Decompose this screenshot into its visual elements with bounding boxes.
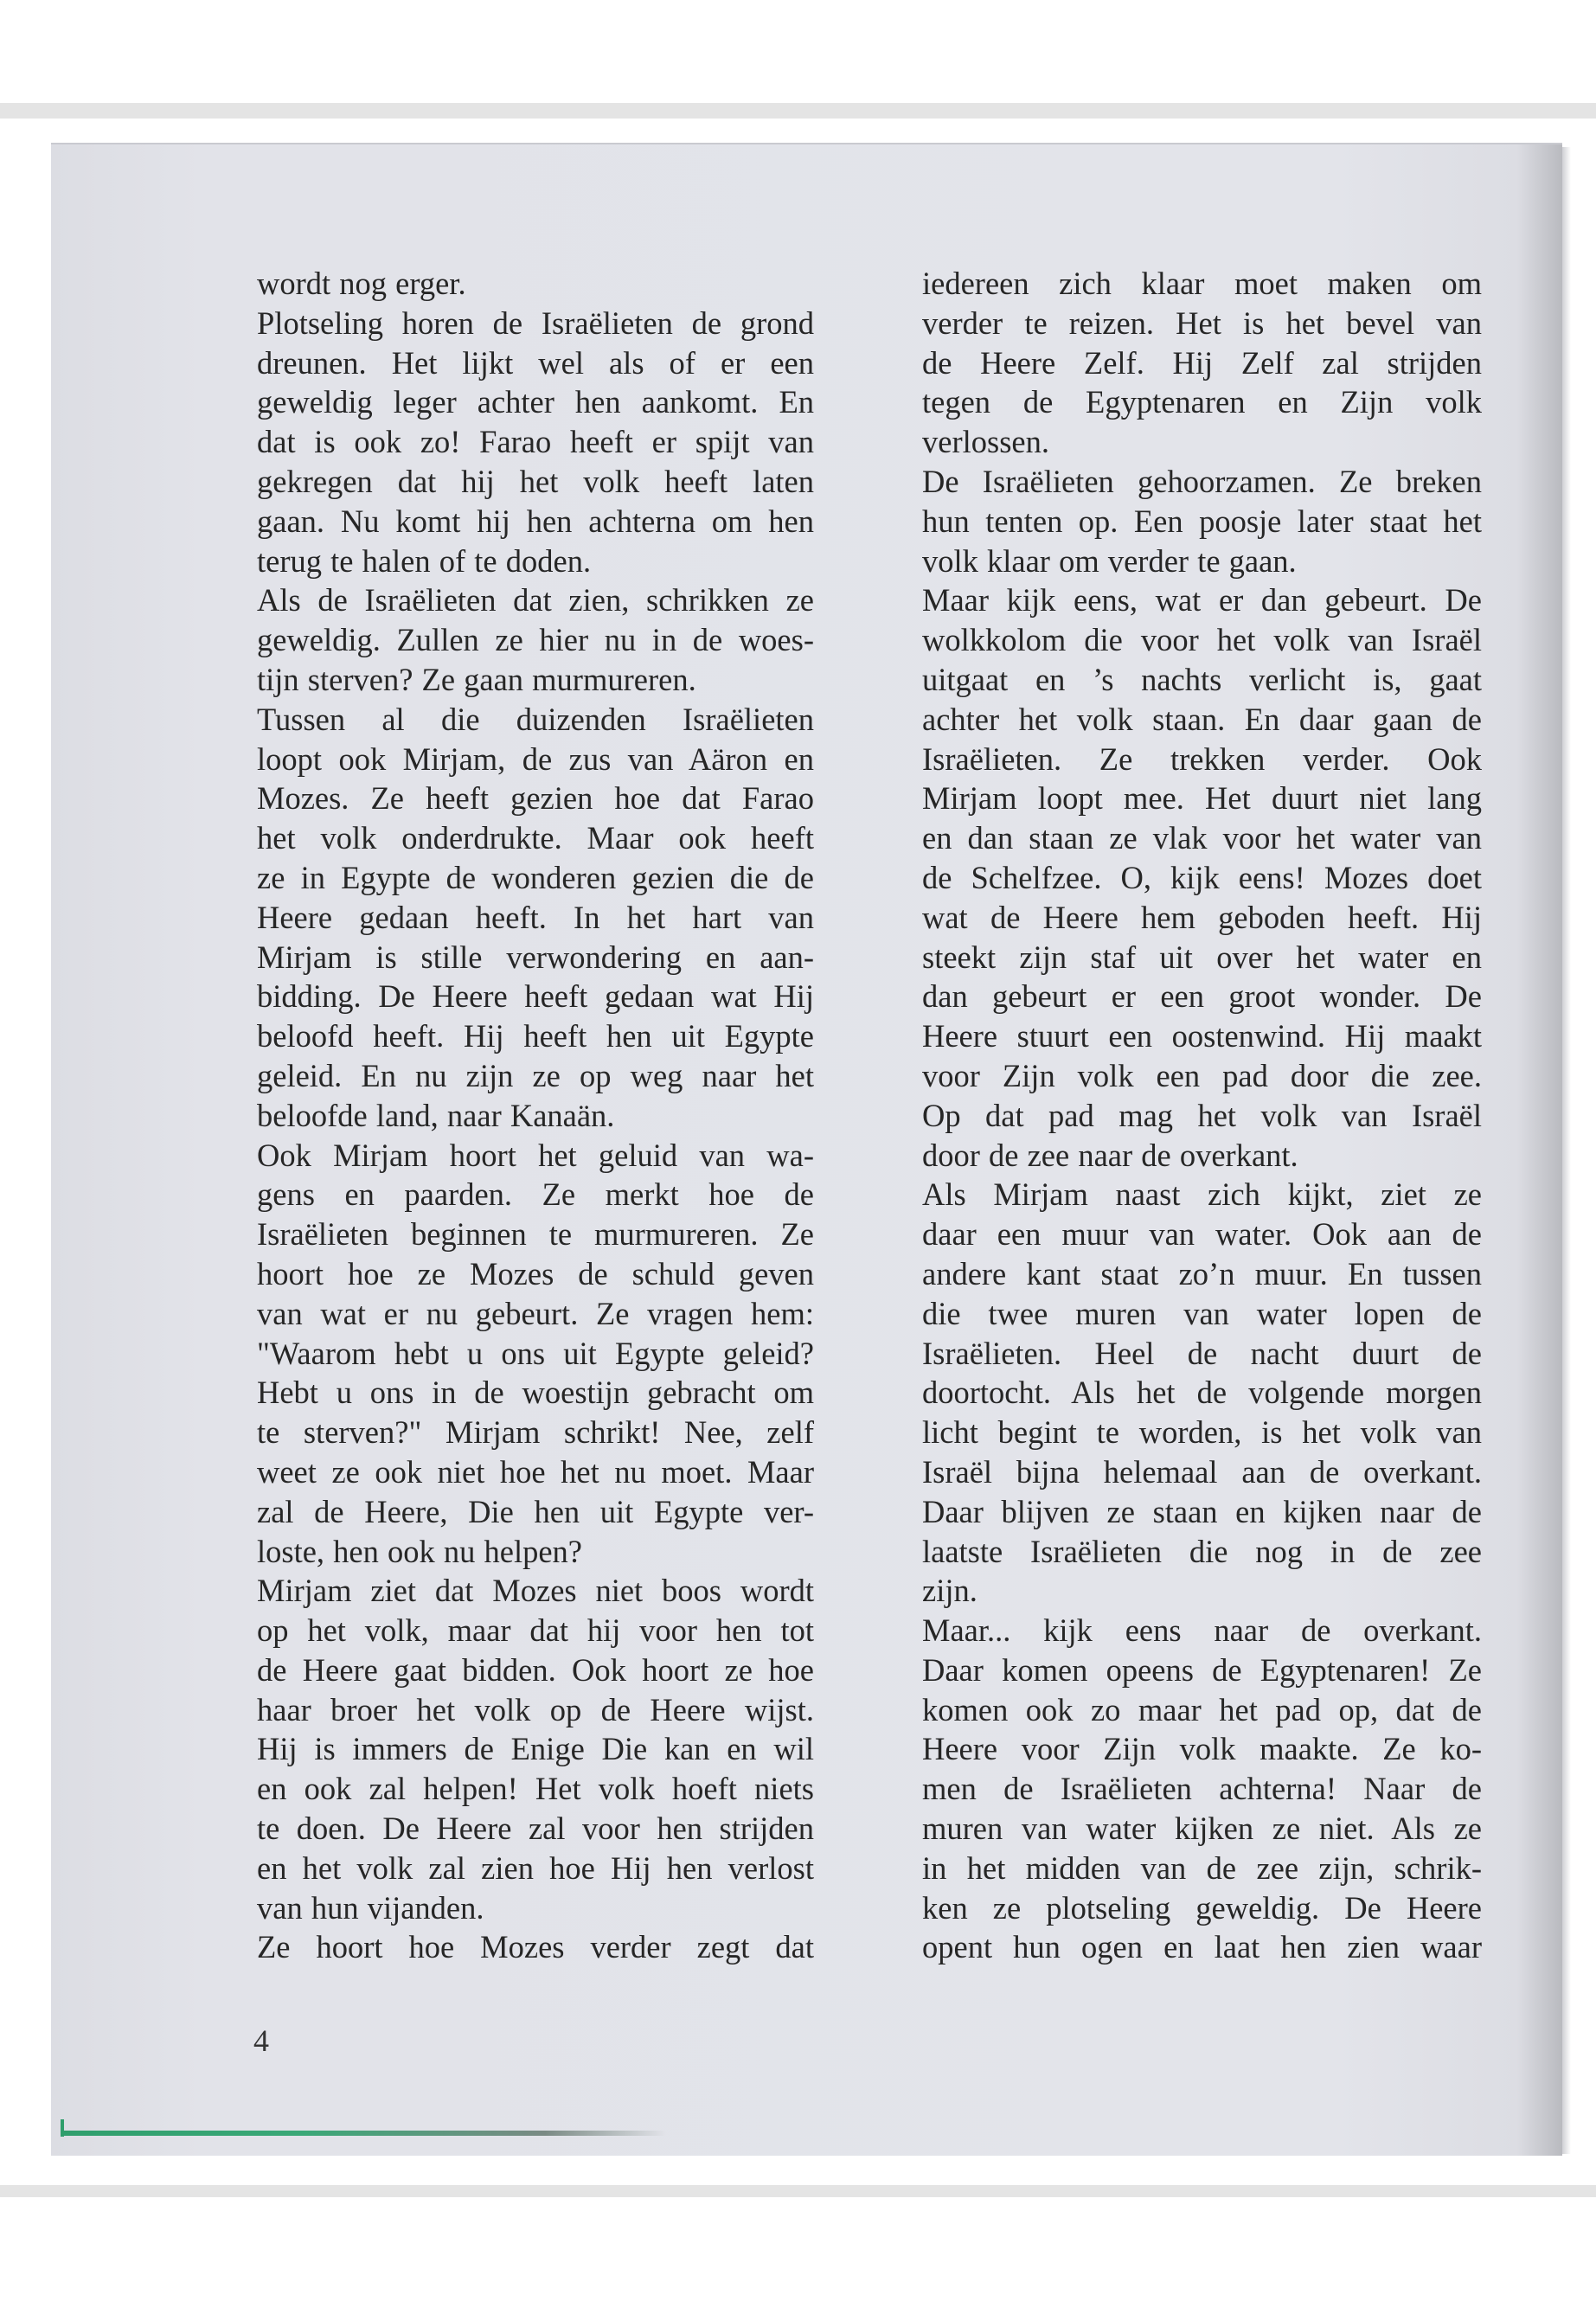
text-column-left [257,264,814,1967]
text-line: geweldig leger achter hen aankomt. En [257,384,814,420]
text-line: Op dat pad mag het volk van Israël [922,1097,1482,1133]
text-line: het volk onderdrukte. Maar ook heeft [257,820,814,856]
text-line: gekregen dat hij het volk heeft laten [257,463,814,499]
text-line: zijn. [922,1573,977,1609]
text-line: en dan staan ze vlak voor het water van [922,820,1482,856]
text-line: Tussen al die duizenden Israëlieten [257,701,814,737]
page-edge-shadow [1562,147,1571,2154]
text-line: loste, hen ook nu helpen? [257,1533,583,1569]
text-line: men de Israëlieten achterna! Naar de [922,1771,1482,1807]
text-line: Daar blijven ze staan en kijken naar de [922,1493,1482,1529]
text-line: te sterven?" Mirjam schrikt! Nee, zelf [257,1414,814,1451]
text-line: tijn sterven? Ze gaan murmureren. [257,661,696,697]
text-line: en het volk zal zien hoe Hij hen verlost [257,1849,814,1886]
text-line: haar broer het volk op de Heere wijst. [257,1691,814,1727]
text-line: geleid. En nu zijn ze op weg naar het [257,1057,814,1093]
text-line: dat is ook zo! Farao heeft er spijt van [257,424,814,460]
text-line: Daar komen opeens de Egyptenaren! Ze [922,1651,1482,1688]
text-line: in het midden van de zee zijn, schrik- [922,1849,1482,1886]
text-line: achter het volk staan. En daar gaan de [922,701,1482,737]
text-line: De Israëlieten gehoorzamen. Ze breken [922,463,1482,499]
text-line: doortocht. Als het de volgende morgen [922,1375,1482,1411]
text-line: op het volk, maar dat hij voor hen tot [257,1612,814,1649]
text-line: "Waarom hebt u ons uit Egypte geleid? [257,1335,814,1371]
text-line: Mirjam loopt mee. Het duurt niet lang [922,780,1482,817]
text-line: opent hun ogen en laat hen zien waar [922,1929,1482,1965]
text-line: Hij is immers de Enige Die kan en wil [257,1731,814,1767]
text-line: Heere stuurt een oostenwind. Hij maakt [922,1018,1482,1054]
text-line: Hebt u ons in de woestijn gebracht om [257,1375,814,1411]
text-line: Mirjam is stille verwondering en aan- [257,939,814,975]
text-line: Als Mirjam naast zich kijkt, ziet ze [922,1176,1482,1213]
text-line: andere kant staat zo’n muur. En tussen [922,1255,1482,1292]
text-line: gens en paarden. Ze merkt hoe de [257,1176,814,1213]
text-line: tegen de Egyptenaren en Zijn volk [922,384,1482,420]
text-line: wat de Heere hem geboden heeft. Hij [922,899,1482,935]
text-line: hoort hoe ze Mozes de schuld geven [257,1255,814,1292]
text-line: Ze hoort hoe Mozes verder zegt dat [257,1929,814,1965]
text-line: terug te halen of te doden. [257,542,592,579]
text-line: komen ook zo maar het pad op, dat de [922,1691,1482,1727]
text-line: verlossen. [922,424,1049,460]
text-line: Israëlieten. Heel de nacht duurt de [922,1335,1482,1371]
text-line: de Heere Zelf. Hij Zelf zal strijden [922,344,1482,381]
text-line: geweldig. Zullen ze hier nu in de woes- [257,622,814,658]
text-line: de Heere gaat bidden. Ook hoort ze hoe [257,1651,814,1688]
text-line: muren van water kijken ze niet. Als ze [922,1811,1482,1847]
text-line: hun tenten op. Een poosje later staat het [922,503,1482,539]
text-line: daar een muur van water. Ook aan de [922,1216,1482,1253]
text-line: licht begint te worden, is het volk van [922,1414,1482,1451]
text-line: van hun vijanden. [257,1889,484,1926]
text-line: loopt ook Mirjam, de zus van Aäron en [257,740,814,777]
text-line: dreunen. Het lijkt wel als of er een [257,344,814,381]
text-line: Plotseling horen de Israëlieten de grond [257,304,814,341]
text-line: laatste Israëlieten die nog in de zee [922,1533,1482,1569]
text-line: uitgaat en ’s nachts verlicht is, gaat [922,661,1482,697]
text-line: gaan. Nu komt hij hen achterna om hen [257,503,814,539]
page-number: 4 [253,2023,269,2058]
text-line: van wat er nu gebeurt. Ze vragen hem: [257,1295,814,1331]
text-line: die twee muren van water lopen de [922,1295,1482,1331]
text-line: wordt nog erger. [257,266,466,301]
text-line: volk klaar om verder te gaan. [922,542,1297,579]
text-line: Mozes. Ze heeft gezien hoe dat Farao [257,780,814,817]
text-line: Ook Mirjam hoort het geluid van wa- [257,1137,814,1173]
text-line: dan gebeurt er een groot wonder. De [922,978,1482,1015]
text-line: beloofd heeft. Hij heeft hen uit Egypte [257,1018,814,1054]
text-line: ken ze plotseling geweldig. De Heere [922,1889,1482,1926]
text-line: Heere gedaan heeft. In het hart van [257,899,814,935]
text-line: zal de Heere, Die hen uit Egypte ver- [257,1493,814,1529]
text-column-right [922,264,1482,1967]
text-line: Israëlieten. Ze trekken verder. Ook [922,740,1482,777]
text-line: Maar... kijk eens naar de overkant. [922,1612,1482,1649]
text-line: weet ze ook niet hoe het nu moet. Maar [257,1453,814,1490]
text-line: beloofde land, naar Kanaän. [257,1097,615,1133]
text-line: Als de Israëlieten dat zien, schrikken ze [257,582,814,619]
text-line: en ook zal helpen! Het volk hoeft niets [257,1771,814,1807]
text-line: steekt zijn staf uit over het water en [922,939,1482,975]
text-line: bidding. De Heere heeft gedaan wat Hij [257,978,814,1015]
text-line: de Schelfzee. O, kijk eens! Mozes doet [922,859,1482,895]
text-line: Mirjam ziet dat Mozes niet boos wordt [257,1573,814,1609]
text-line: Maar kijk eens, wat er dan gebeurt. De [922,582,1482,619]
text-line: door de zee naar de overkant. [922,1137,1298,1173]
text-line: iedereen zich klaar moet maken om [922,266,1482,301]
text-line: ze in Egypte de wonderen gezien die de [257,859,814,895]
text-line: te doen. De Heere zal voor hen strijden [257,1811,814,1847]
text-line: Heere voor Zijn volk maakte. Ze ko- [922,1731,1482,1767]
text-line: wolkkolom die voor het volk van Israël [922,622,1482,658]
text-line: Israël bijna helemaal aan de overkant. [922,1453,1482,1490]
green-cover-edge [61,2131,666,2136]
text-line: verder te reizen. Het is het bevel van [922,304,1482,341]
text-line: Israëlieten beginnen te murmureren. Ze [257,1216,814,1253]
text-line: voor Zijn volk een pad door die zee. [922,1057,1482,1093]
